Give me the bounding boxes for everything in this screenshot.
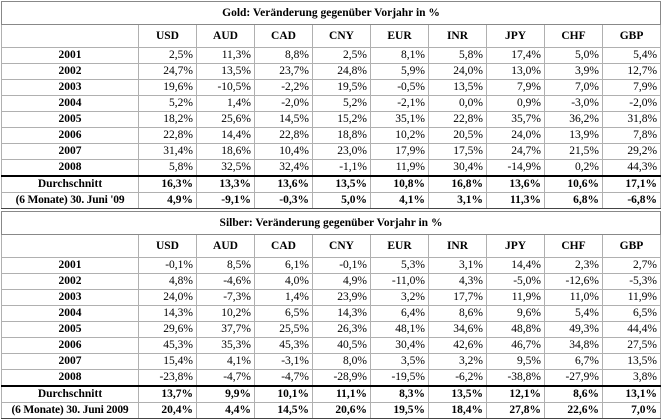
column-header-inr: INR [429,235,487,258]
value-cell: 18,8% [313,128,371,144]
column-header-aud: AUD [197,25,255,48]
value-cell: 11,3% [197,48,255,64]
value-cell: -5,0% [487,274,545,290]
value-cell: 16,8% [429,176,487,193]
value-cell: 24,7% [487,144,545,160]
value-cell: 23,9% [313,290,371,306]
value-cell: 35,1% [371,112,429,128]
value-cell: 31,4% [139,144,197,160]
value-cell: 18,2% [139,112,197,128]
value-cell: 16,3% [139,176,197,193]
gold-ytd-row [2,193,661,209]
value-cell: 13,1% [603,386,661,403]
table-row [2,80,661,96]
value-cell: 45,3% [255,338,313,354]
value-cell: 12,7% [603,64,661,80]
table-row [2,322,661,338]
table-row [2,48,661,64]
value-cell: 27,8% [487,403,545,419]
column-header-gbp: GBP [603,235,661,258]
value-cell: 2,7% [603,258,661,274]
value-cell: 12,1% [487,386,545,403]
value-cell: 8,3% [371,386,429,403]
gold-header-row [2,25,661,48]
table-row [2,128,661,144]
value-cell: 9,6% [487,306,545,322]
column-header-chf: CHF [545,25,603,48]
value-cell: -3,0% [545,96,603,112]
value-cell: 10,8% [371,176,429,193]
value-cell: 21,5% [545,144,603,160]
table-row [2,290,661,306]
value-cell: -28,9% [313,370,371,387]
column-header-eur: EUR [371,235,429,258]
value-cell: 7,8% [603,128,661,144]
value-cell: 3,1% [429,258,487,274]
value-cell: 30,4% [429,160,487,177]
value-cell: 13,0% [487,64,545,80]
row-label: 2005 [2,112,139,128]
value-cell: 5,2% [139,96,197,112]
value-cell: -11,0% [371,274,429,290]
value-cell: 17,4% [487,48,545,64]
row-label: 2003 [2,290,139,306]
value-cell: 44,4% [603,322,661,338]
value-cell: 13,3% [197,176,255,193]
value-cell: 5,3% [371,258,429,274]
value-cell: 40,5% [313,338,371,354]
value-cell: 0,9% [487,96,545,112]
value-cell: 5,9% [371,64,429,80]
row-label: 2007 [2,354,139,370]
silver-title-row [2,212,661,235]
value-cell: 8,0% [313,354,371,370]
value-cell: 32,4% [255,160,313,177]
value-cell: 32,5% [197,160,255,177]
value-cell: 3,8% [603,370,661,387]
value-cell: 25,6% [197,112,255,128]
value-cell: 29,2% [603,144,661,160]
silver-table [1,211,661,419]
value-cell: 4,0% [255,274,313,290]
row-label: (6 Monate) 30. Juni 2009 [2,403,139,419]
table-row [2,144,661,160]
value-cell: -1,1% [313,160,371,177]
value-cell: 3,9% [545,64,603,80]
value-cell: 48,1% [371,322,429,338]
value-cell: 10,1% [255,386,313,403]
table-row [2,274,661,290]
value-cell: 15,2% [313,112,371,128]
row-label: 2001 [2,48,139,64]
value-cell: 13,7% [139,386,197,403]
column-header-jpy: JPY [487,235,545,258]
silver-avg-row [2,386,661,403]
table-row [2,96,661,112]
row-label: 2007 [2,144,139,160]
value-cell: 13,5% [603,354,661,370]
value-cell: 5,4% [603,48,661,64]
value-cell: 4,9% [313,274,371,290]
silver-header-row [2,235,661,258]
value-cell: 13,5% [429,386,487,403]
column-header-usd: USD [139,25,197,48]
gold-avg-row [2,176,661,193]
row-label: 2006 [2,128,139,144]
value-cell: 24,7% [139,64,197,80]
value-cell: 8,5% [197,258,255,274]
value-cell: 1,4% [255,290,313,306]
value-cell: 4,1% [371,193,429,209]
value-cell: 13,5% [313,176,371,193]
column-header-inr: INR [429,25,487,48]
value-cell: 5,8% [429,48,487,64]
row-label: 2001 [2,258,139,274]
value-cell: 2,5% [139,48,197,64]
column-header-chf: CHF [545,235,603,258]
value-cell: 11,9% [603,290,661,306]
value-cell: 17,5% [429,144,487,160]
row-label: 2005 [2,322,139,338]
value-cell: 15,4% [139,354,197,370]
value-cell: 30,4% [371,338,429,354]
column-header-jpy: JPY [487,25,545,48]
value-cell: 6,5% [255,306,313,322]
value-cell: 10,6% [545,176,603,193]
value-cell: -2,2% [255,80,313,96]
value-cell: -0,3% [255,193,313,209]
value-cell: 13,6% [487,176,545,193]
value-cell: -6,2% [429,370,487,387]
value-cell: 24,0% [139,290,197,306]
value-cell: 8,6% [429,306,487,322]
table-row [2,306,661,322]
value-cell: 1,4% [197,96,255,112]
value-cell: 17,1% [603,176,661,193]
value-cell: 14,3% [313,306,371,322]
value-cell: -0,1% [313,258,371,274]
value-cell: 4,8% [139,274,197,290]
value-cell: 3,2% [429,354,487,370]
value-cell: 46,7% [487,338,545,354]
value-cell: 36,2% [545,112,603,128]
value-cell: 34,8% [545,338,603,354]
value-cell: 3,1% [429,193,487,209]
value-cell: -38,8% [487,370,545,387]
table-row [2,64,661,80]
row-label: (6 Monate) 30. Juni '09 [2,193,139,209]
value-cell: 2,5% [313,48,371,64]
row-label: 2003 [2,80,139,96]
row-label: 2002 [2,274,139,290]
gold-title-row [2,2,661,25]
value-cell: 31,8% [603,112,661,128]
value-cell: 14,3% [139,306,197,322]
value-cell: 13,6% [255,176,313,193]
row-label: 2008 [2,160,139,177]
value-cell: 48,8% [487,322,545,338]
value-cell: 26,3% [313,322,371,338]
gold-title: Gold: Veränderung gegenüber Vorjahr in % [2,2,661,25]
value-cell: -3,1% [255,354,313,370]
value-cell: 14,4% [487,258,545,274]
gold-table [1,1,661,209]
value-cell: -4,7% [255,370,313,387]
value-cell: 6,1% [255,258,313,274]
value-cell: -2,0% [255,96,313,112]
value-cell: 10,4% [255,144,313,160]
value-cell: 18,6% [197,144,255,160]
value-cell: 8,1% [371,48,429,64]
column-header-cny: CNY [313,235,371,258]
value-cell: 35,7% [487,112,545,128]
value-cell: 49,3% [545,322,603,338]
value-cell: 37,7% [197,322,255,338]
value-cell: -4,7% [197,370,255,387]
value-cell: 23,7% [255,64,313,80]
value-cell: 0,2% [545,160,603,177]
corner-cell [2,235,139,258]
row-label: Durchschnitt [2,176,139,193]
value-cell: 17,7% [429,290,487,306]
row-label: 2004 [2,96,139,112]
value-cell: 11,9% [371,160,429,177]
value-cell: 34,6% [429,322,487,338]
value-cell: 13,9% [545,128,603,144]
table-row [2,354,661,370]
value-cell: 7,9% [487,80,545,96]
value-cell: 11,0% [545,290,603,306]
value-cell: 4,3% [429,274,487,290]
value-cell: 22,8% [429,112,487,128]
value-cell: -23,8% [139,370,197,387]
value-cell: 23,0% [313,144,371,160]
table-row [2,258,661,274]
value-cell: 8,8% [255,48,313,64]
value-cell: 5,0% [545,48,603,64]
value-cell: 24,0% [429,64,487,80]
row-label: 2006 [2,338,139,354]
value-cell: -27,9% [545,370,603,387]
value-cell: -19,5% [371,370,429,387]
column-header-cad: CAD [255,25,313,48]
value-cell: 20,5% [429,128,487,144]
value-cell: 42,6% [429,338,487,354]
value-cell: 10,2% [371,128,429,144]
value-cell: 7,9% [603,80,661,96]
value-cell: 6,4% [371,306,429,322]
value-cell: 17,9% [371,144,429,160]
value-cell: 22,6% [545,403,603,419]
value-cell: 5,4% [545,306,603,322]
value-cell: 9,5% [487,354,545,370]
value-cell: 8,6% [545,386,603,403]
value-cell: 2,3% [545,258,603,274]
row-label: 2002 [2,64,139,80]
value-cell: 29,6% [139,322,197,338]
value-cell: 10,2% [197,306,255,322]
column-header-usd: USD [139,235,197,258]
value-cell: 0,0% [429,96,487,112]
value-cell: 25,5% [255,322,313,338]
value-cell: 6,8% [545,193,603,209]
value-cell: 22,8% [255,128,313,144]
column-header-eur: EUR [371,25,429,48]
silver-title: Silber: Veränderung gegenüber Vorjahr in % [2,212,661,235]
row-label: Durchschnitt [2,386,139,403]
value-cell: 44,3% [603,160,661,177]
value-cell: 19,6% [139,80,197,96]
value-cell: 19,5% [313,80,371,96]
column-header-cad: CAD [255,235,313,258]
value-cell: 5,8% [139,160,197,177]
corner-cell [2,25,139,48]
value-cell: -10,5% [197,80,255,96]
value-cell: 4,9% [139,193,197,209]
value-cell: 4,1% [197,354,255,370]
row-label: 2008 [2,370,139,387]
value-cell: 3,2% [371,290,429,306]
value-cell: 5,2% [313,96,371,112]
value-cell: 13,5% [429,80,487,96]
value-cell: 13,5% [197,64,255,80]
value-cell: -5,3% [603,274,661,290]
value-cell: 14,4% [197,128,255,144]
value-cell: -2,1% [371,96,429,112]
value-cell: 5,0% [313,193,371,209]
table-row [2,160,661,177]
value-cell: 24,8% [313,64,371,80]
value-cell: 14,5% [255,112,313,128]
value-cell: 11,3% [487,193,545,209]
value-cell: 24,0% [487,128,545,144]
row-label: 2004 [2,306,139,322]
value-cell: 20,6% [313,403,371,419]
value-cell: 35,3% [197,338,255,354]
value-cell: 4,4% [197,403,255,419]
value-cell: -0,5% [371,80,429,96]
value-cell: 11,9% [487,290,545,306]
column-header-cny: CNY [313,25,371,48]
column-header-gbp: GBP [603,25,661,48]
value-cell: -6,8% [603,193,661,209]
value-cell: -2,0% [603,96,661,112]
value-cell: 9,9% [197,386,255,403]
value-cell: 6,7% [545,354,603,370]
value-cell: 20,4% [139,403,197,419]
value-cell: 7,0% [545,80,603,96]
value-cell: 19,5% [371,403,429,419]
value-cell: 27,5% [603,338,661,354]
value-cell: -14,9% [487,160,545,177]
value-cell: -4,6% [197,274,255,290]
value-cell: 6,5% [603,306,661,322]
value-cell: 7,0% [603,403,661,419]
value-cell: -9,1% [197,193,255,209]
column-header-aud: AUD [197,235,255,258]
value-cell: -12,6% [545,274,603,290]
value-cell: 3,5% [371,354,429,370]
table-row [2,338,661,354]
table-row [2,112,661,128]
value-cell: 14,5% [255,403,313,419]
value-cell: 45,3% [139,338,197,354]
value-cell: 22,8% [139,128,197,144]
value-cell: 11,1% [313,386,371,403]
value-cell: -7,3% [197,290,255,306]
value-cell: 18,4% [429,403,487,419]
value-cell: -0,1% [139,258,197,274]
table-row [2,370,661,387]
